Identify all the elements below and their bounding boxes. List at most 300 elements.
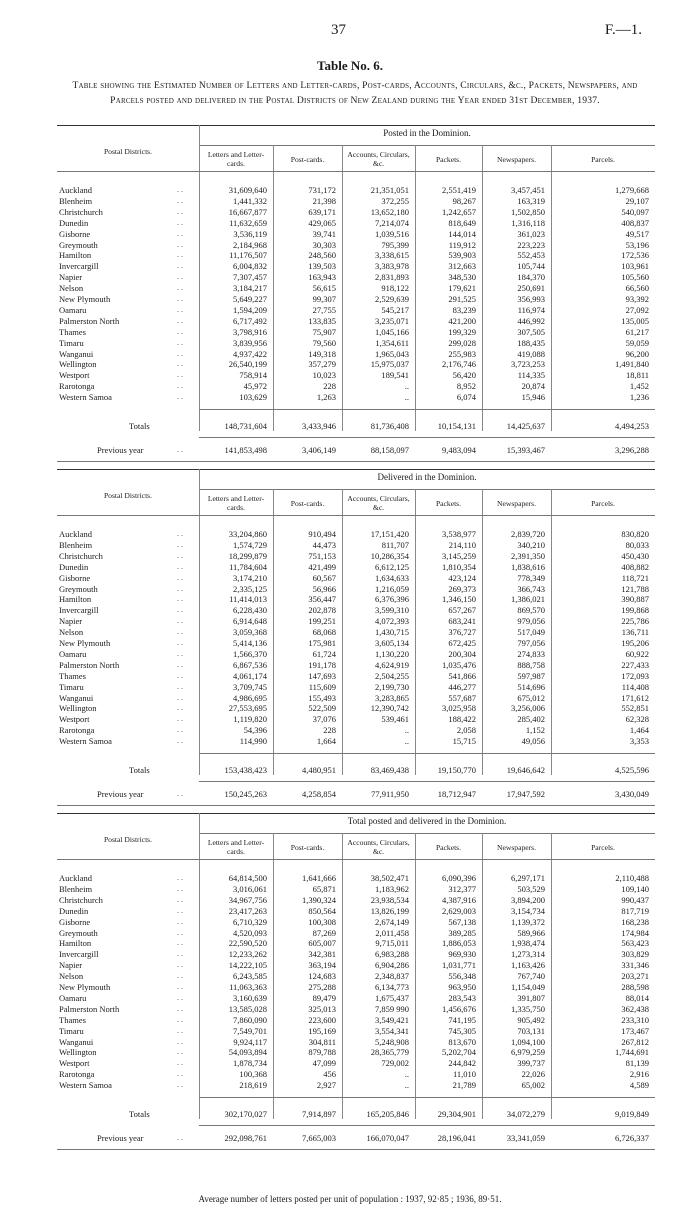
table-cell: 13,585,028 (228, 1003, 267, 1014)
table-cell: 124,683 (308, 971, 336, 982)
table-cell: .. (404, 381, 409, 392)
table-cell: 1,878,734 (233, 1058, 267, 1069)
table-cell: 446,277 (448, 681, 476, 692)
table-cell: 421,200 (448, 315, 476, 326)
table-cell: 2,335,125 (233, 583, 267, 594)
table-cell: 60,567 (312, 572, 336, 583)
district-name: Christchurch (59, 550, 103, 561)
table-cell: 391,807 (517, 992, 545, 1003)
table-cell: 456 (323, 1069, 336, 1080)
table-cell: 103,629 (239, 392, 267, 403)
district-name: Westport (59, 1058, 90, 1069)
table-block (57, 813, 655, 1143)
district-name: Dunedin (59, 561, 89, 572)
totals-cell: 34,072,279 (506, 1109, 545, 1119)
table-cell: 12,233,262 (228, 949, 267, 960)
table-cell: 11,176,507 (229, 250, 267, 261)
table-cell: 98,267 (452, 195, 476, 206)
table-cell: 514,696 (517, 681, 545, 692)
district-name: Auckland (59, 873, 93, 883)
district-name: Palmerston North (59, 659, 120, 670)
table-cell: 3,184,217 (233, 283, 267, 294)
table-cell: 93,392 (625, 294, 649, 304)
table-cell: 657,267 (448, 605, 476, 616)
table-cell: 49,517 (625, 228, 649, 239)
table-cell: 778,349 (517, 572, 545, 583)
table-cell: 2,529,639 (375, 294, 409, 304)
table-cell: 225,786 (621, 616, 649, 627)
table-cell: 563,423 (621, 938, 649, 949)
table-cell: 179,621 (448, 283, 476, 294)
district-name: Dunedin (59, 905, 89, 916)
table-cell: 1,139,372 (511, 916, 545, 927)
table-cell: 15,715 (452, 736, 476, 747)
totals-cell: 165,205,846 (366, 1109, 409, 1119)
table-cell: 22,590,520 (228, 938, 267, 949)
previous-year-cell: 18,712,947 (437, 789, 476, 799)
table-cell: 767,740 (517, 971, 545, 982)
district-name: Rarotonga (59, 381, 95, 392)
table-cell: 105,560 (621, 272, 649, 283)
totals-cell: 19,150,770 (437, 765, 476, 775)
table-cell: 1,675,437 (375, 992, 409, 1003)
table-cell: 99,307 (312, 294, 336, 304)
table-cell: 136,711 (621, 627, 649, 638)
leader-dots: . . (177, 294, 183, 303)
table-cell: 552,851 (621, 703, 649, 714)
table-cell: 275,288 (308, 982, 336, 992)
table-cell: 6,297,171 (511, 873, 545, 883)
table-cell: 741,195 (448, 1014, 476, 1025)
district-name: Hamilton (59, 594, 92, 605)
leader-dots: . . (177, 894, 183, 904)
leader-dots: . . (177, 1080, 183, 1090)
leader-dots: . . (177, 725, 183, 735)
previous-year-cell: 7,665,003 (302, 1133, 336, 1143)
table-cell: 3,353 (629, 736, 649, 747)
table-cell: 7,549,701 (233, 1025, 267, 1036)
table-cell: 1,152 (525, 725, 545, 736)
totals-cell: 3,433,946 (302, 421, 336, 431)
table-cell: 248,560 (308, 250, 336, 261)
table-cell: 269,373 (448, 583, 476, 594)
table-cell: 1,035,476 (442, 659, 476, 670)
table-cell: 171,612 (621, 692, 649, 703)
table-cell: 758,914 (239, 370, 267, 381)
table-cell: 888,758 (517, 659, 545, 670)
table-cell: 429,065 (308, 217, 336, 228)
table-cell: 20,874 (521, 381, 545, 392)
table-cell: 15,975,037 (370, 359, 409, 370)
table-cell: 918,122 (381, 283, 409, 294)
table-cell: 6,710,329 (233, 916, 267, 927)
district-name: New Plymouth (59, 294, 111, 304)
table-cell: 4,986,695 (233, 692, 267, 703)
table-cell: .. (404, 392, 409, 403)
table-cell: 303,829 (621, 949, 649, 960)
table-cell: 2,674,149 (375, 916, 409, 927)
previous-year-label: Previous year (97, 1133, 144, 1143)
table-cell: 1,154,049 (511, 982, 545, 992)
table-cell: 1,634,633 (375, 572, 409, 583)
leader-dots: . . (177, 638, 183, 647)
table-cell: 1,279,668 (615, 185, 649, 195)
table-cell: 3,839,956 (233, 337, 267, 348)
table-cell: 850,564 (308, 905, 336, 916)
table-cell: 3,025,958 (442, 703, 476, 714)
leader-dots: . . (177, 326, 183, 336)
column-header: Letters and Letter-cards. (207, 494, 265, 512)
table-cell: 56,615 (312, 283, 336, 294)
table-cell: 1,491,840 (615, 359, 649, 370)
leader-dots: . . (177, 594, 183, 604)
table-cell: 199,329 (448, 326, 476, 337)
table-cell: 1,316,118 (511, 217, 545, 228)
table-cell: 285,402 (517, 714, 545, 725)
leader-dots: . . (177, 239, 183, 249)
table-cell: 144,014 (448, 228, 476, 239)
table-cell: 2,391,350 (511, 550, 545, 561)
table-cell: 172,536 (621, 250, 649, 261)
totals-cell: 81,736,408 (370, 421, 409, 431)
table-cell: 299,028 (448, 337, 476, 348)
district-name: Christchurch (59, 894, 103, 905)
table-cell: 797,056 (517, 638, 545, 648)
district-name: Western Samoa (59, 1080, 112, 1091)
previous-year-cell: 33,341,059 (506, 1133, 545, 1143)
table-cell: 683,241 (448, 616, 476, 627)
table-cell: 541,866 (448, 670, 476, 681)
table-cell: 307,505 (517, 326, 545, 337)
district-name: Wanganui (59, 1036, 94, 1047)
table-cell: 1,452 (629, 381, 649, 392)
table-cell: 1,273,314 (511, 949, 545, 960)
previous-year-cell: 9,483,094 (442, 445, 476, 455)
table-cell: 1,965,043 (375, 348, 409, 359)
table-cell: 27,553,695 (228, 703, 267, 714)
table-cell: 1,641,666 (302, 873, 336, 883)
leader-dots: . . (177, 714, 183, 724)
totals-cell: 29,304,901 (437, 1109, 476, 1119)
table-cell: 731,172 (308, 185, 336, 195)
table-cell: 8,952 (456, 381, 476, 392)
table-cell: 1,346,150 (442, 594, 476, 605)
table-cell: .. (404, 736, 409, 747)
footnote: Average number of letters posted per unit of population : 1937, 92·85 ; 1936, 89·51. (198, 1194, 502, 1204)
table-cell: 4,061,174 (233, 670, 267, 681)
table-cell: 1,039,516 (375, 228, 409, 239)
section-caption: Posted in the Dominion. (383, 128, 471, 138)
section-caption: Total posted and delivered in the Dominion. (347, 816, 507, 826)
previous-rule (199, 437, 655, 438)
table-cell: 1,810,354 (442, 561, 476, 572)
table-cell: 3,709,745 (233, 681, 267, 692)
table-cell: 61,217 (625, 326, 649, 337)
previous-year-cell: 166,070,047 (366, 1133, 409, 1143)
district-name: Rarotonga (59, 725, 95, 736)
page-number: 37 (331, 22, 346, 38)
column-header: Newspapers. (496, 155, 536, 164)
table-cell: 503,529 (517, 883, 545, 894)
table-cell: 552,453 (517, 250, 545, 261)
leader-dots: . . (177, 228, 183, 238)
table-cell: 1,390,324 (302, 894, 336, 905)
column-header: Parcels. (591, 155, 615, 164)
previous-year-cell: 292,098,761 (224, 1133, 267, 1143)
column-header: Accounts, Circulars, &c. (347, 150, 410, 168)
table-cell: 38,502,471 (370, 873, 409, 883)
table-cell: 203,271 (621, 971, 649, 982)
previous-year-cell: 15,393,467 (506, 445, 545, 455)
table-cell: .. (404, 1069, 409, 1080)
block-top-rule (57, 813, 655, 814)
table-cell: 49,056 (521, 736, 545, 747)
table-cell: 291,525 (448, 294, 476, 304)
table-cell: 18,299,879 (228, 550, 267, 561)
table-cell: 2,184,968 (233, 239, 267, 250)
table-cell: 1,216,059 (375, 583, 409, 594)
table-cell: 6,867,536 (233, 659, 267, 670)
table-cell: 184,370 (517, 272, 545, 283)
previous-year-cell: 3,430,049 (615, 789, 649, 799)
table-cell: 28,365,779 (370, 1047, 409, 1058)
table-cell: 6,979,259 (511, 1047, 545, 1058)
block-top-rule (57, 125, 655, 126)
table-cell: 1,574,729 (233, 539, 267, 550)
totals-label: Totals (129, 421, 150, 431)
table-cell: 1,119,820 (233, 714, 267, 725)
table-cell: 2,110,488 (615, 873, 649, 883)
column-header: Parcels. (591, 843, 615, 852)
table-cell: 2,504,255 (375, 670, 409, 681)
table-cell: 65,002 (521, 1080, 545, 1091)
table-cell: 173,467 (621, 1025, 649, 1036)
district-name: Thames (59, 1014, 86, 1025)
previous-year-label: Previous year (97, 789, 144, 799)
totals-label: Totals (129, 1109, 150, 1119)
table-cell: 818,649 (448, 217, 476, 228)
table-cell: 244,842 (448, 1058, 476, 1069)
table-cell: 1,386,021 (511, 594, 545, 605)
table-cell: 2,916 (629, 1069, 649, 1080)
table-cell: 969,930 (448, 949, 476, 960)
leader-dots: . . (177, 1025, 183, 1035)
table-cell: 4,072,393 (375, 616, 409, 627)
table-cell: 68,068 (312, 627, 336, 638)
leader-dots: . . (177, 971, 183, 981)
table-cell: 88,014 (625, 992, 649, 1003)
header-rule (57, 171, 655, 172)
table-cell: 188,422 (448, 714, 476, 725)
table-cell: 223,223 (517, 239, 545, 250)
table-cell: 7,860,090 (233, 1014, 267, 1025)
leader-dots: . . (177, 916, 183, 926)
district-name: Greymouth (59, 583, 98, 594)
district-name: Greymouth (59, 927, 98, 938)
district-name: Wellington (59, 1047, 97, 1058)
table-cell: 811,707 (381, 539, 409, 550)
leader-dots: . . (177, 960, 183, 970)
table-cell: 517,049 (517, 627, 545, 638)
table-cell: 2,629,003 (442, 905, 476, 916)
leader-dots: . . (177, 370, 183, 380)
table-cell: .. (404, 725, 409, 736)
leader-dots: . . (177, 185, 183, 194)
table-cell: 6,717,492 (233, 315, 267, 326)
table-cell: 2,348,837 (375, 971, 409, 982)
table-cell: 5,202,704 (442, 1047, 476, 1058)
district-name: Dunedin (59, 217, 89, 228)
table-cell: 340,210 (517, 539, 545, 550)
table-cell: 539,903 (448, 250, 476, 261)
table-cell: 363,194 (308, 960, 336, 971)
table-cell: 545,217 (381, 304, 409, 315)
table-cell: 675,012 (517, 692, 545, 703)
district-name: Hamilton (59, 938, 92, 949)
district-name: Wellington (59, 359, 97, 370)
table-cell: 33,204,860 (228, 529, 267, 539)
leader-dots: . . (177, 605, 183, 615)
table-cell: 331,346 (621, 960, 649, 971)
table-cell: 1,566,370 (233, 648, 267, 659)
table-cell: 27,092 (625, 304, 649, 315)
table-cell: 191,178 (308, 659, 336, 670)
table-cell: 1,594,209 (233, 304, 267, 315)
table-cell: 817,719 (621, 905, 649, 916)
leader-dots: . . (177, 1058, 183, 1068)
previous-year-cell: 28,196,041 (437, 1133, 476, 1143)
district-name: Palmerston North (59, 315, 120, 326)
table-cell: 3,059,368 (233, 627, 267, 638)
table-cell: 361,023 (517, 228, 545, 239)
table-cell: 990,437 (621, 894, 649, 905)
table-cell: 44,473 (312, 539, 336, 550)
table-cell: 9,715,011 (375, 938, 409, 949)
table-cell: 13,826,199 (370, 905, 409, 916)
totals-cell: 9,019,849 (615, 1109, 649, 1119)
table-cell: 342,381 (308, 949, 336, 960)
leader-dots: . . (177, 992, 183, 1002)
table-cell: 163,319 (517, 195, 545, 206)
table-cell: 4,624,919 (375, 659, 409, 670)
leader-dots: . . (177, 217, 183, 227)
table-cell: 100,308 (308, 916, 336, 927)
table-cell: 589,966 (517, 927, 545, 938)
table-cell: 3,605,134 (375, 638, 409, 648)
table-cell: 195,169 (308, 1025, 336, 1036)
column-header: Postal Districts. (103, 491, 153, 500)
table-cell: 227,433 (621, 659, 649, 670)
table-cell: 5,649,227 (233, 294, 267, 304)
table-cell: 61,724 (312, 648, 336, 659)
table-cell: 639,171 (308, 206, 336, 217)
table-cell: 223,600 (308, 1014, 336, 1025)
leader-dots: . . (177, 648, 183, 658)
previous-rule (199, 781, 655, 782)
table-cell: 200,304 (448, 648, 476, 659)
district-name: Rarotonga (59, 1069, 95, 1080)
table-cell: 47,099 (312, 1058, 336, 1069)
table-cell: 567,138 (448, 916, 476, 927)
district-name: New Plymouth (59, 982, 111, 992)
table-cell: 59,059 (625, 337, 649, 348)
table-cell: 15,946 (521, 392, 545, 403)
leader-dots: . . (177, 736, 183, 746)
table-cell: 218,619 (239, 1080, 267, 1091)
table-cell: 869,570 (517, 605, 545, 616)
table-cell: 18,811 (625, 370, 649, 381)
table-cell: 149,318 (308, 348, 336, 359)
table-cell: 228 (323, 381, 336, 392)
table-cell: 175,981 (308, 638, 336, 648)
table-cell: 1,183,962 (375, 883, 409, 894)
district-name: Wanganui (59, 692, 94, 703)
table-cell: 795,399 (381, 239, 409, 250)
table-cell: 813,670 (448, 1036, 476, 1047)
leader-dots: . . (177, 337, 183, 347)
table-cell: 87,269 (312, 927, 336, 938)
table-cell: 1,502,850 (511, 206, 545, 217)
table-cell: 39,741 (312, 228, 336, 239)
table-cell: 399,737 (517, 1058, 545, 1069)
leader-dots: . . (177, 1069, 183, 1079)
table-cell: 2,058 (456, 725, 476, 736)
district-name: Wanganui (59, 348, 94, 359)
table-cell: 3,174,210 (233, 572, 267, 583)
district-name: Greymouth (59, 239, 98, 250)
totals-cell: 83,469,438 (370, 765, 409, 775)
table-cell: 1,886,053 (442, 938, 476, 949)
table-cell: 11,632,659 (229, 217, 267, 228)
column-header: Letters and Letter-cards. (207, 150, 265, 168)
table-cell: 54,396 (243, 725, 267, 736)
leader-dots: . . (177, 445, 183, 454)
table-cell: 23,938,534 (370, 894, 409, 905)
table-cell: 557,687 (448, 692, 476, 703)
leader-dots: . . (177, 616, 183, 626)
column-header: Newspapers. (496, 499, 536, 508)
table-cell: 419,088 (517, 348, 545, 359)
district-name: Napier (59, 960, 83, 971)
table-cell: 1,045,166 (375, 326, 409, 337)
leader-dots: . . (177, 982, 183, 991)
totals-cell: 4,494,253 (615, 421, 649, 431)
table-cell: 423,124 (448, 572, 476, 583)
table-cell: 155,493 (308, 692, 336, 703)
table-cell: 53,196 (625, 239, 649, 250)
district-name: Nelson (59, 627, 84, 638)
district-name: Western Samoa (59, 736, 112, 747)
table-cell: 879,788 (308, 1047, 336, 1058)
table-cell: 372,255 (381, 195, 409, 206)
table-cell: 29,107 (625, 195, 649, 206)
district-name: Nelson (59, 971, 84, 982)
leader-dots: . . (177, 550, 183, 560)
previous-year-cell: 3,406,149 (302, 445, 336, 455)
table-cell: 168,238 (621, 916, 649, 927)
table-cell: 3,235,071 (375, 315, 409, 326)
district-name: Palmerston North (59, 1003, 120, 1014)
table-cell: 116,974 (517, 304, 545, 315)
table-cell: 2,551,419 (442, 185, 476, 195)
table-cell: 3,457,451 (511, 185, 545, 195)
table-cell: 910,494 (308, 529, 336, 539)
table-cell: 54,093,894 (228, 1047, 267, 1058)
district-name: Hamilton (59, 250, 92, 261)
table-cell: 9,924,117 (233, 1036, 267, 1047)
table-cell: 283,543 (448, 992, 476, 1003)
district-name: Western Samoa (59, 392, 112, 403)
